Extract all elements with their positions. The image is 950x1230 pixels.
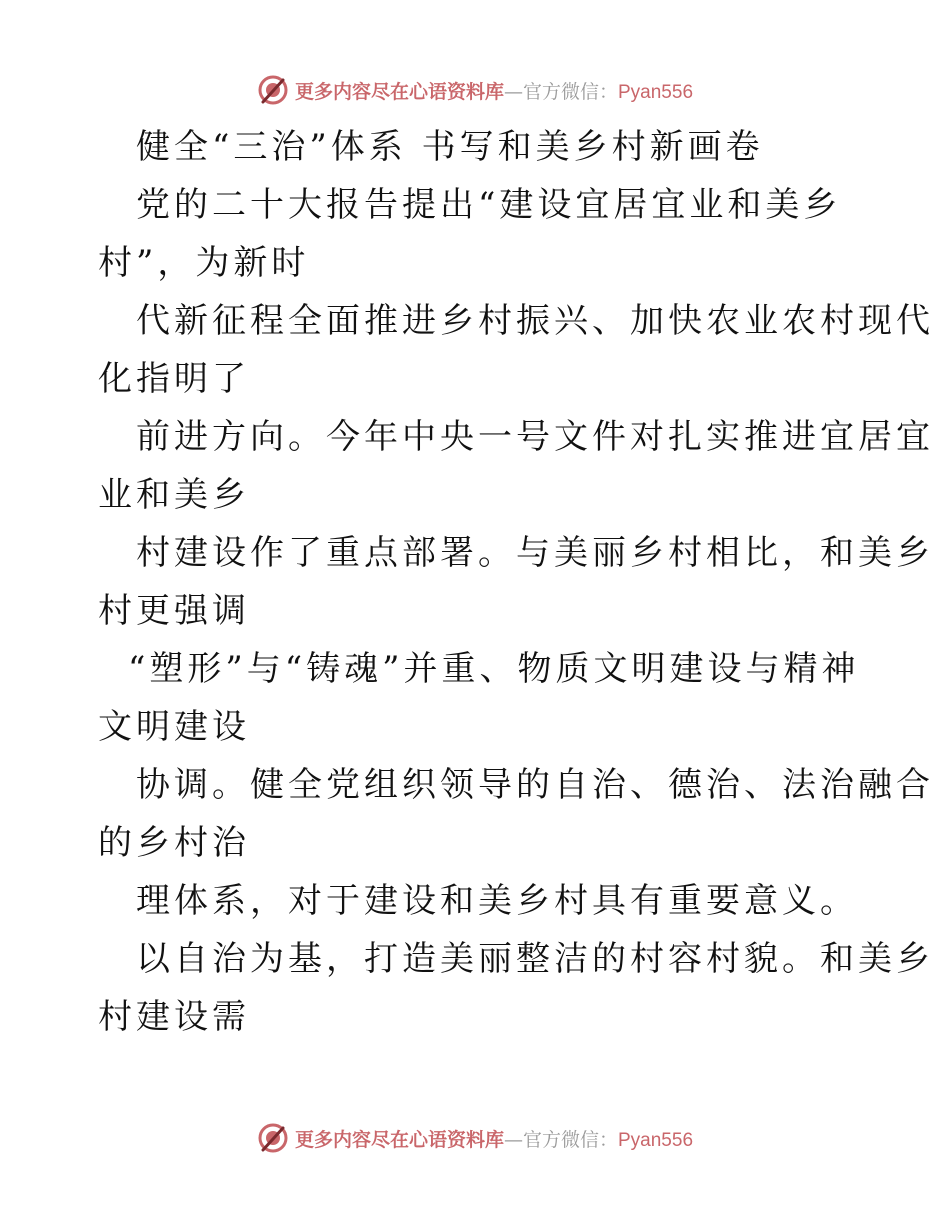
- footer-watermark: [0, 1120, 950, 1156]
- body-line: 党的二十大报告提出“建设宜居宜业和美乡: [136, 185, 842, 225]
- document-title: 健全“三治”体系 书写和美乡村新画卷: [136, 127, 764, 167]
- body-line: 的乡村治: [98, 823, 250, 863]
- quill-seal-icon: [257, 74, 289, 106]
- body-line: 村更强调: [98, 591, 250, 631]
- body-line: “塑形”与“铸魂”并重、物质文明建设与精神: [128, 649, 860, 689]
- watermark-text: 更多内容尽在心语资料库—官方微信：Pyan556: [294, 1128, 694, 1151]
- body-line: 代新征程全面推进乡村振兴、加快农业农村现代: [136, 301, 934, 341]
- body-line: 前进方向。今年中央一号文件对扎实推进宜居宜: [136, 417, 934, 457]
- header-watermark: [0, 72, 950, 108]
- body-line: 业和美乡: [98, 475, 250, 515]
- watermark-text: 更多内容尽在心语资料库—官方微信：Pyan556: [294, 80, 694, 103]
- body-line: 化指明了: [98, 359, 250, 399]
- document-body: [98, 118, 934, 1046]
- body-line: 村”，为新时: [98, 243, 310, 283]
- body-line: 文明建设: [98, 707, 250, 747]
- body-line: 协调。健全党组织领导的自治、德治、法治融合: [136, 765, 934, 805]
- body-line: 以自治为基，打造美丽整洁的村容村貌。和美乡: [136, 939, 934, 979]
- body-line: 村建设作了重点部署。与美丽乡村相比，和美乡: [136, 533, 934, 573]
- body-line: 理体系，对于建设和美乡村具有重要意义。: [136, 881, 858, 921]
- quill-seal-icon: [257, 1122, 289, 1154]
- body-line: 村建设需: [98, 997, 250, 1037]
